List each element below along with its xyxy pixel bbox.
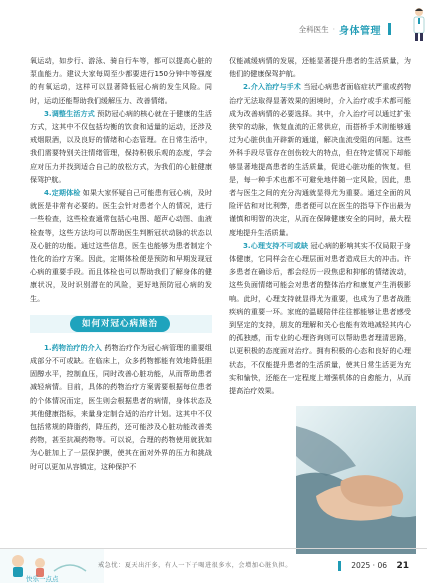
left-column (30, 54, 212, 473)
paragraph-text: 当冠心病患者面临症状严重或药物治疗无法取得显著效果的困境时，介入治疗或手术都可能成为改善病情的必要选择。其中，介入治疗可以通过扩张狭窄的动脉，恢复血流的正常供应，而搭桥手术则能够通过为心脏供血开辟新的通道，解决血流受阻的问题。这些外科手段尽管存在创伤较大的特点，但在特定情况下却能够显著地提高患者的生活质量，促进心脏功能的恢复。但是，每一种手术也都不可避免地伴随一定风险，因此，患者与医生之间的充分沟通就显得尤为重要。通过全面的风险评估和对比利弊，患者便可以在医生的指导下作出最为谨慎和明智的决定，从而在保障健康安全的同时，最大程度地提升生活质量。 (229, 82, 411, 237)
paragraph: 仅能减缓病情的发展，还能显著提升患者的生活质量，为他们的健康保驾护航。 (229, 56, 411, 79)
subheading: 1.药物治疗的介入 (44, 342, 102, 352)
section-banner (30, 315, 212, 333)
footer-quote: 戒急忧：夏天出汗多，有人一下子喝进很多水，会增加心脏负担。 (98, 562, 292, 569)
footer-art-caption: 快乐一点点 (26, 575, 59, 583)
footer-accent-bar (338, 561, 341, 571)
section-heading: 如何对冠心病施治 (70, 316, 170, 332)
paragraph-text: 冠心病的影响其实不仅局限于身体健康，它同样会在心理层面对患者造成巨大的冲击。许多患者在确诊后，都会经历一段焦虑和抑郁的情绪波动，这些负面情绪可能会对患者的整体治疗和康复产生消极影响。此时，心理支持就显得尤为重要，也成为了患者战胜疾病的重要一环。家庭的温暖陪伴往往都能够让患者感受到坚定的支持，朋友的理解和关心也能有效地减轻其内心的孤独感，而专业的心理咨询则可以帮助患者理清思路，以更积极的态度面对治疗。拥有积极的心态和良好的心理状态，不仅能提升患者的生活质量，使其日常生活更为充实和愉快，还能在一定程度上增强机体的自愈能力，从而提高治疗效果。 (229, 240, 411, 396)
paragraph (229, 239, 411, 397)
subheading: 4.定期体检 (44, 188, 81, 198)
paragraph: 氧运动，如步行、游泳、骑自行车等，都可以提高心脏的泵血能力。建议大家每周至少都要进行150分钟中等强度的有氧运动，这样可以显著降低冠心病的发生风险。同时，运动还能帮助我们缓解压力、改善情绪。 (30, 56, 212, 105)
footer-cartoon-illustration (0, 549, 104, 583)
paragraph-text: 预防冠心病的核心就在于健康的生活方式，这其中不仅包括均衡的饮食和适量的运动，还涉及戒烟限酒，以及良好的情绪和心态管理。在日常生活中，我们需要特别关注情绪管理，保持积极乐观的态度，学会应对压力并找到适合自己的放松方式，为我们的心脏健康保驾护航。 (30, 108, 212, 184)
section-label: 全科医生 (298, 24, 329, 34)
column-title: 身体管理 (339, 25, 381, 37)
paragraph (30, 341, 212, 473)
page-number: 21 (396, 561, 409, 571)
right-column (229, 54, 411, 397)
paragraph-text: 如果大家怀疑自己可能患有冠心病，及时就医是非常有必要的。医生会针对患者个人的情况，进行一些检查，这些检查通常包括心电图、超声心动图、血液检查等，这些方法均可以帮助医生判断冠状动脉的状态以及心脏的功能。通过这些信息，医生也能够为患者制定个性化的治疗方案。因此，定期体检便是预防和早期发现冠心病的重要手段。而且体检也可以帮助我们了解身体的健康状况，及时识别潜在的风险，更好地预防冠心病的发生。 (30, 188, 212, 303)
paragraph (30, 186, 212, 305)
issue-number: 2025 · 06 (351, 561, 387, 570)
page-header (299, 18, 411, 40)
doctor-illustration-icon (411, 6, 427, 42)
header-separator: · (332, 24, 335, 34)
subheading: 3.调整生活方式 (44, 108, 95, 118)
paragraph (229, 80, 411, 238)
header-accent-bar (388, 23, 391, 35)
paragraph-text: 药物治疗作为冠心病管理的重要组成部分不可或缺。在临床上，众多药物都能有效地降低胆固醇水平，控制血压，同时改善心脏功能，从而帮助患者减轻病情。目前，具体的药物治疗方案需要根据每位患者的个体情况而定，医生则会根据患者的病情，身体状态及其他健康指标，来量身定制合适的治疗计划。这其中不仅包括常规的降脂药，降压药，还可能涉及心脏功能改善类药物，甚至抗凝药物等。可以说，合理的药物使用就犹如为心脏加上了一层保护膜，使其在面对外界的压力和挑战时可以更加从容镇定，这种保护不 (30, 342, 212, 471)
subheading: 3.心理支持不可或缺 (243, 240, 309, 250)
paragraph (30, 107, 212, 186)
supportive-hands-photo (296, 406, 416, 554)
subheading: 2.介入治疗与手术 (243, 82, 301, 92)
